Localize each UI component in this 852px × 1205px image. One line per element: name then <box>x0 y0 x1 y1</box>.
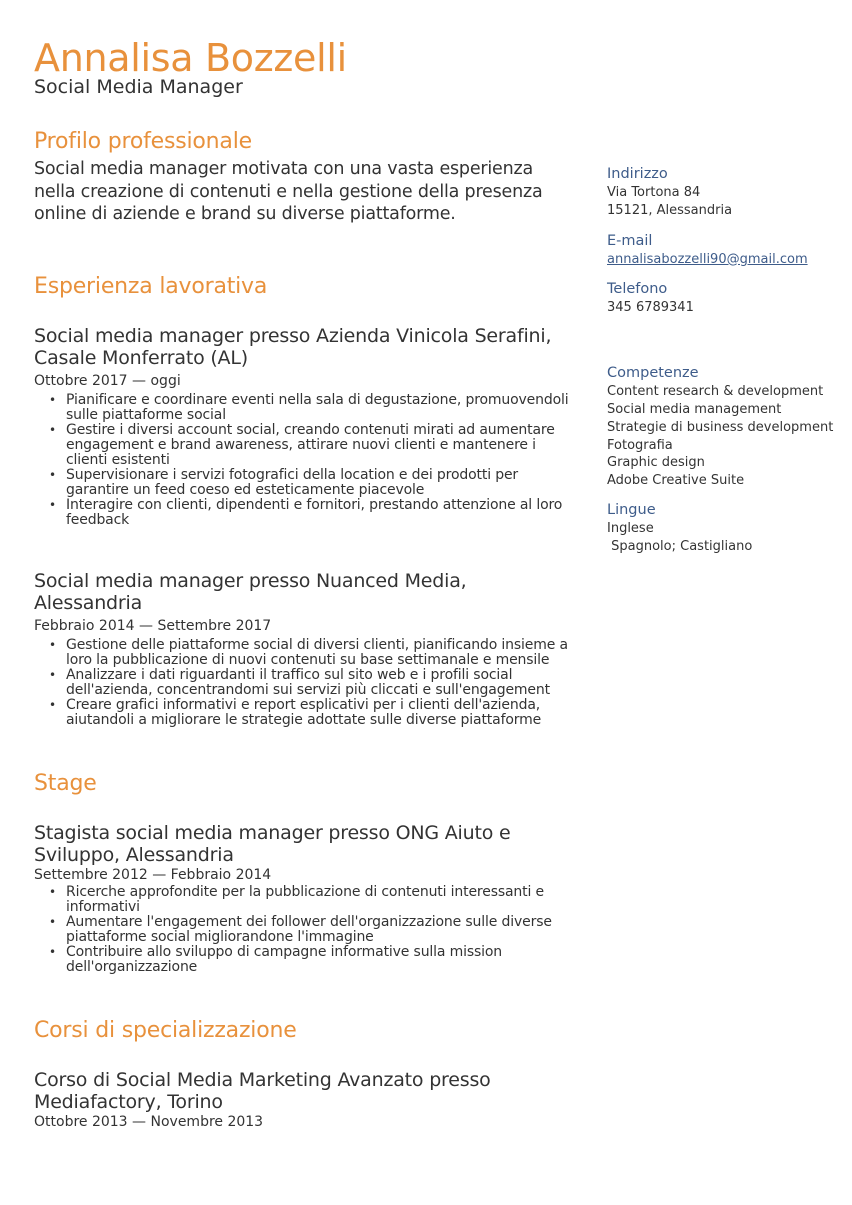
skill-item: Fotografia <box>607 437 673 453</box>
bullet-item: • Gestire i diversi account social, creando contenuti mirati ad aumentare engagement e brand awareness, attirare nuovi clienti e mantenere i clienti esistenti <box>66 423 574 468</box>
entry-bullets <box>34 393 574 528</box>
bullet-item: • Contribuire allo sviluppo di campagne informative sulla mission dell'organizzazione <box>66 945 574 975</box>
entry-title: Social media manager presso Azienda Vinicola Serafini, Casale Monferrato (AL) <box>34 324 552 369</box>
skill-item: Strategie di business development <box>607 419 834 435</box>
courses-section <box>34 1017 574 1132</box>
language-item: Inglese <box>607 520 654 536</box>
languages-block <box>607 500 837 556</box>
email-label: E-mail <box>607 232 653 249</box>
main-column <box>34 128 574 1134</box>
profile-section <box>34 128 574 226</box>
experience-entry <box>34 570 574 728</box>
courses-heading: Corsi di specializzazione <box>34 1017 297 1043</box>
address-line: Via Tortona 84 <box>607 185 701 200</box>
phone-value: 345 6789341 <box>607 300 694 316</box>
stage-heading: Stage <box>34 770 97 796</box>
skills-block <box>607 363 837 490</box>
stage-entry <box>34 822 574 975</box>
stage-section <box>34 770 574 975</box>
email-block <box>607 231 837 269</box>
bullet-item: • Supervisionare i servizi fotografici della location e dei prodotti per garantire un feed coeso ed esteticamente piacevole <box>66 468 574 498</box>
skill-item: Social media management <box>607 401 782 417</box>
profile-text: Social media manager motivata con una vasta esperienza nella creazione di contenuti e nella gestione della presenza online di aziende e brand su diverse piattaforme. <box>34 159 543 224</box>
entry-title: Social media manager presso Nuanced Media, Alessandria <box>34 569 467 614</box>
entry-bullets <box>34 885 574 975</box>
entry-dates: Ottobre 2017 — oggi <box>34 372 181 389</box>
experience-entry <box>34 325 574 528</box>
entry-dates: Settembre 2012 — Febbraio 2014 <box>34 866 272 883</box>
entry-dates: Febbraio 2014 — Settembre 2017 <box>34 617 272 634</box>
bullet-item: • Pianificare e coordinare eventi nella sala di degustazione, promuovendoli sulle piattaforme social <box>66 393 574 423</box>
email-row <box>607 251 837 269</box>
bullet-item: • Ricerche approfondite per la pubblicazione di contenuti interessanti e informativi <box>66 885 574 915</box>
bullet-item: • Analizzare i dati riguardanti il traffico sul sito web e i profili social dell'azienda, concentrandomi sui servizi più cliccati e sull'engagement <box>66 668 574 698</box>
candidate-title: Social Media Manager <box>34 76 243 98</box>
address-line: 15121, Alessandria <box>607 202 733 218</box>
address-label: Indirizzo <box>607 166 668 182</box>
languages-label: Lingue <box>607 501 656 518</box>
bullet-item: • Interagire con clienti, dipendenti e fornitori, prestando attenzione al loro feedback <box>66 498 574 528</box>
entry-title: Stagista social media manager presso ONG Aiuto e Sviluppo, Alessandria <box>34 821 511 866</box>
bullet-item: • Creare grafici informativi e report esplicativi per i clienti dell'azienda, aiutandoli a migliorare le strategie adottate sulle diverse piattaforme <box>66 698 574 728</box>
entry-bullets <box>34 638 574 728</box>
skills-list <box>607 383 837 490</box>
phone-label: Telefono <box>607 281 668 298</box>
email-link[interactable]: annalisabozzelli90@gmail.com <box>607 251 808 267</box>
address-block <box>607 164 837 220</box>
bullet-item: • Aumentare l'engagement dei follower dell'organizzazione sulle diverse piattaforme social migliorandone l'immagine <box>66 915 574 945</box>
skill-item: Content research & development <box>607 384 824 400</box>
experience-section <box>34 273 574 728</box>
entry-title: Corso di Social Media Marketing Avanzato presso Mediafactory, Torino <box>34 1068 491 1113</box>
entry-dates: Ottobre 2013 — Novembre 2013 <box>34 1113 264 1130</box>
languages-list <box>607 520 837 556</box>
experience-heading: Esperienza lavorativa <box>34 273 268 299</box>
skill-item: Graphic design <box>607 455 705 471</box>
course-entry <box>34 1069 574 1132</box>
bullet-item: • Gestione delle piattaforme social di diversi clienti, pianificando insieme a loro la pubblicazione di nuovi contenuti su base settimanale e mensile <box>66 638 574 668</box>
skills-label: Competenze <box>607 365 699 382</box>
phone-block <box>607 279 837 317</box>
language-item: Spagnolo; Castigliano <box>607 538 753 554</box>
contact-sidebar <box>607 164 837 556</box>
candidate-name: Annalisa Bozzelli <box>34 36 347 80</box>
profile-heading: Profilo professionale <box>34 129 252 154</box>
skill-item: Adobe Creative Suite <box>607 473 745 489</box>
